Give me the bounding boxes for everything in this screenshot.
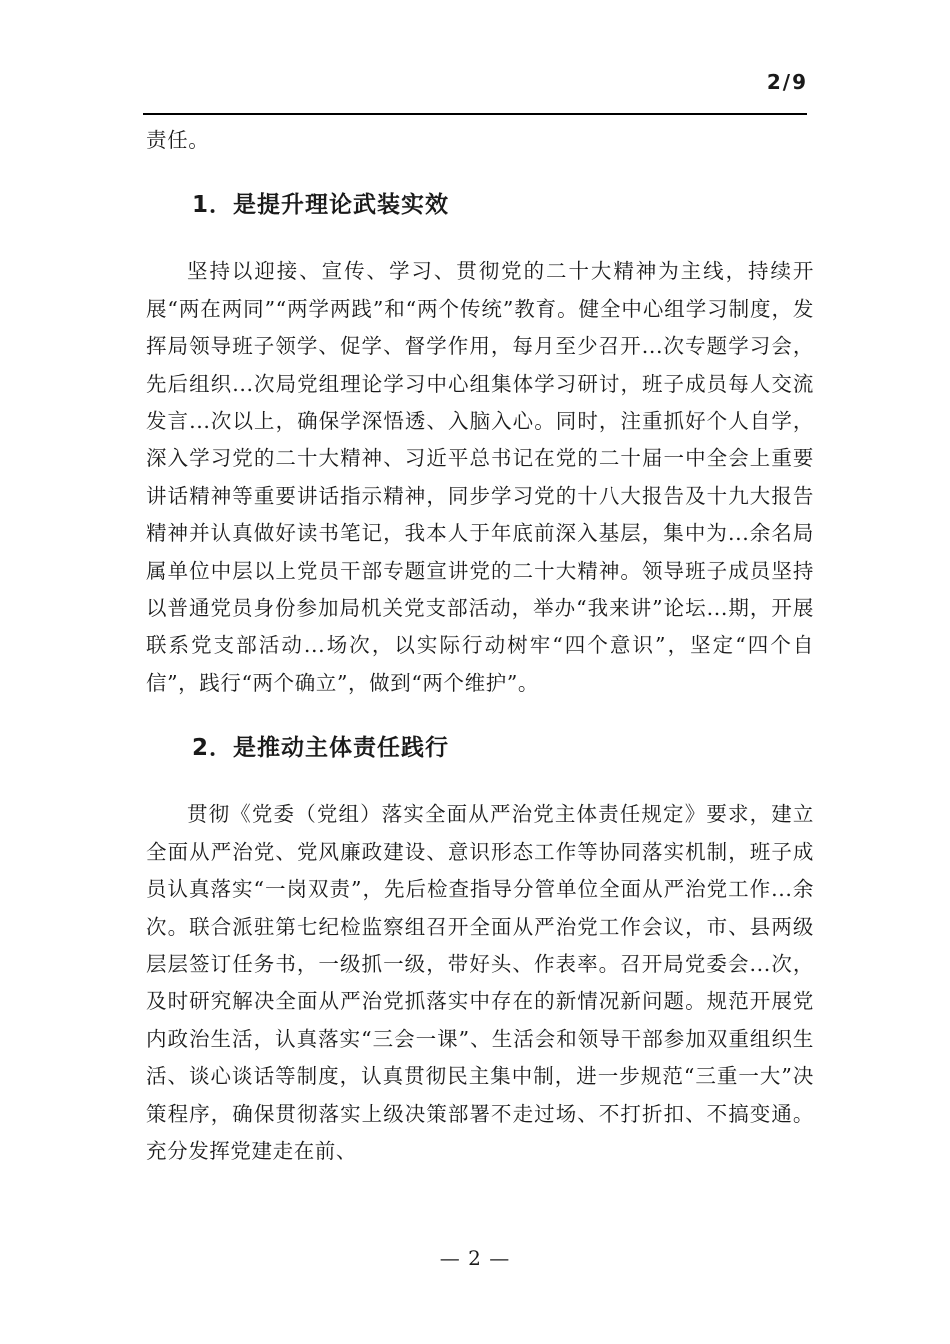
section-heading-2: 2．是推动主体责任践行: [192, 735, 450, 762]
section-heading-1: 1．是提升理论武装实效: [192, 192, 450, 219]
header-divider: [143, 113, 807, 115]
page-footer-number: — 2 —: [439, 1246, 511, 1270]
section-paragraph-2: 贯彻《党委（党组）落实全面从严治党主体责任规定》要求，建立全面从严治党、党风廉政建设、意识形态工作等协同落实机制，班子成员认真落实“一岗双责”，先后检查指导分管单位全面从严治党工作...余次。联合派驻第七纪检监察组召开全面从严治党工作会议，市、县两级层层签订任务书，一级抓一级，带好头、作表率。召开局党委会...次，及时研究解决全面从严治党抓落实中存在的新情况新问题。规范开展党内政治生活，认真落实“三会一课”、生活会和领导干部参加双重组织生活、谈心谈话等制度，认真贯彻民主集中制，进一步规范“三重一大”决策程序，确保贯彻落实上级决策部署不走过场、不打折扣、不搞变通。充分发挥党建走在前、: [146, 802, 814, 1163]
page-indicator: 2/9: [766, 70, 808, 94]
lead-text: 责任。: [146, 128, 210, 152]
section-paragraph-1: 坚持以迎接、宣传、学习、贯彻党的二十大精神为主线，持续开展“两在两同”“两学两践”和“两个传统”教育。健全中心组学习制度，发挥局领导班子领学、促学、督学作用，每月至少召开...次专题学习会，先后组织...次局党组理论学习中心组集体学习研讨，班子成员每人交流发言...次以上，确保学深悟透、入脑入心。同时，注重抓好个人自学，深入学习党的二十大精神、习近平总书记在党的二十届一中全会上重要讲话精神等重要讲话指示精神，同步学习党的十八大报告及十九大报告精神并认真做好读书笔记，我本人于年底前深入基层，集中为...余名局属单位中层以上党员干部专题宣讲党的二十大精神。领导班子成员坚持以普通党员身份参加局机关党支部活动，举办“我来讲”论坛...期，开展联系党支部活动...场次，以实际行动树牢“四个意识”，坚定“四个自信”，践行“两个确立”，做到“两个维护”。: [146, 259, 814, 695]
document-body: [146, 122, 814, 1170]
